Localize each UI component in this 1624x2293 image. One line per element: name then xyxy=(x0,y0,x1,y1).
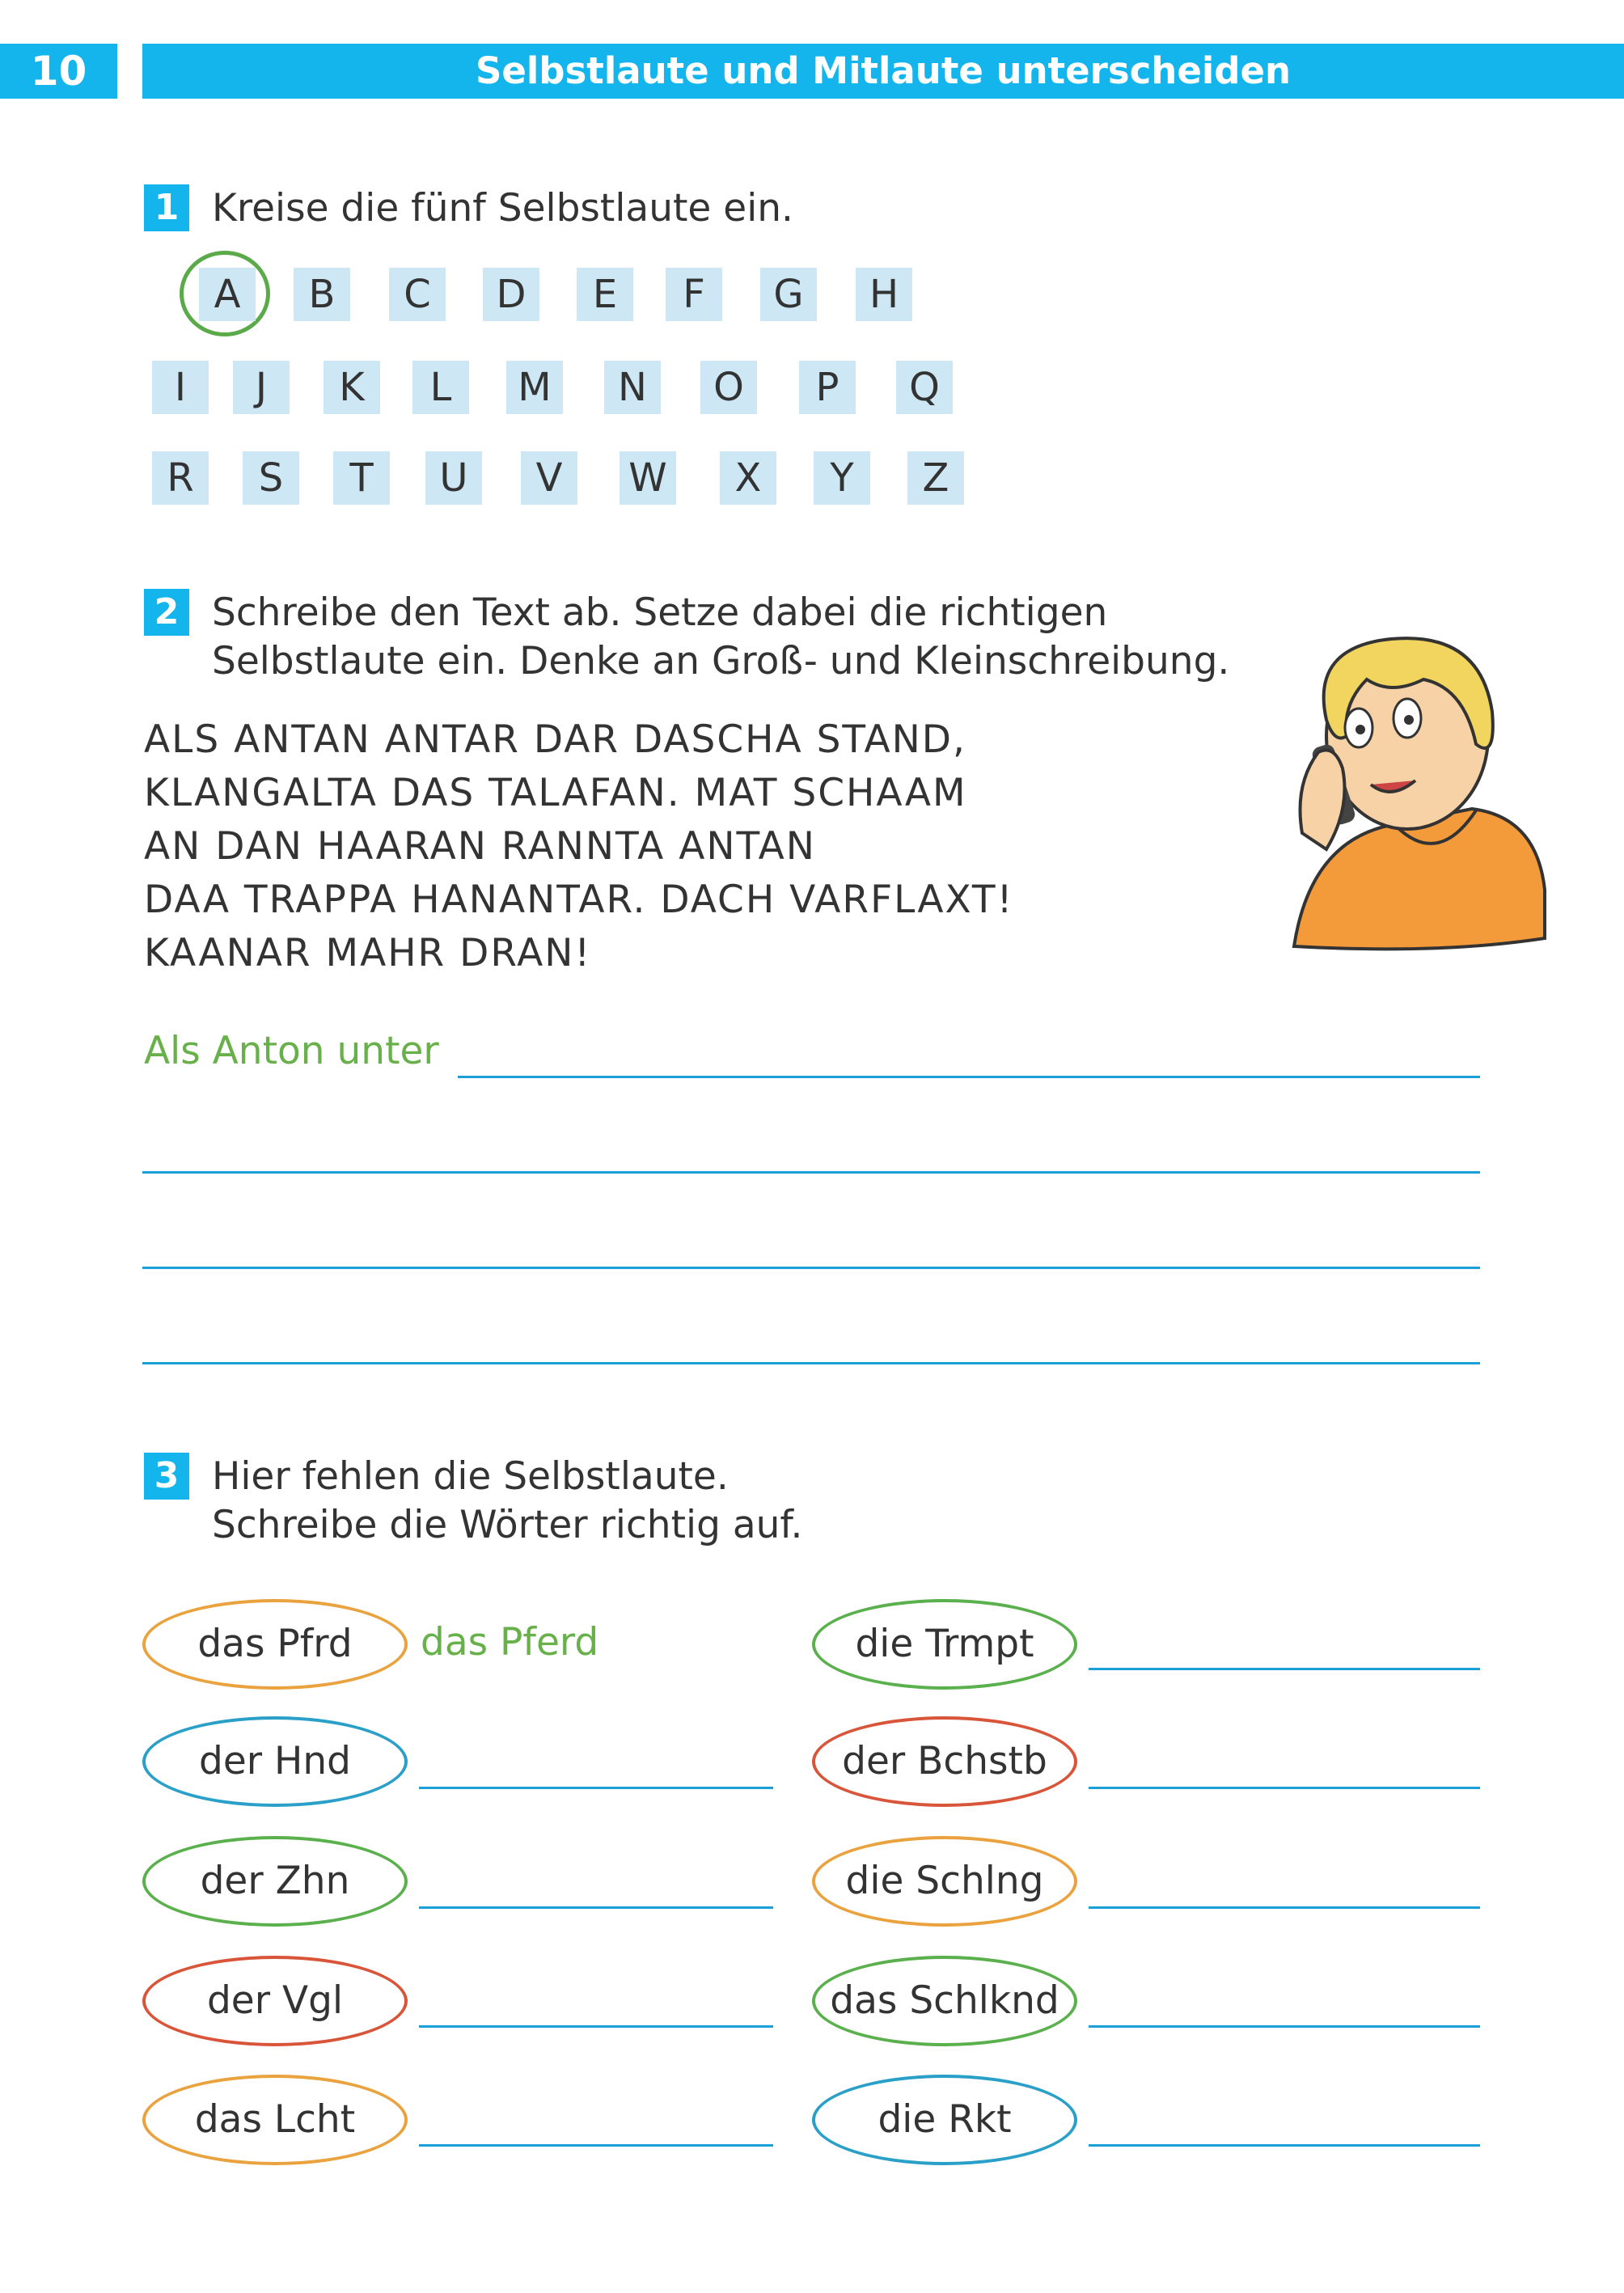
letter-tile[interactable]: J xyxy=(233,361,290,414)
answer-line[interactable] xyxy=(1089,1787,1480,1789)
task-2-instruction-line-1: Schreibe den Text ab. Setze dabei die richtigen xyxy=(212,590,1108,635)
letter-tile[interactable]: T xyxy=(333,451,390,505)
answer-line[interactable] xyxy=(419,1906,773,1909)
writing-line[interactable] xyxy=(458,1076,1480,1078)
task-3-number: 3 xyxy=(144,1453,189,1500)
letter-tile[interactable]: F xyxy=(666,268,722,321)
letter-tile[interactable]: G xyxy=(760,268,817,321)
letter-tile[interactable]: V xyxy=(521,451,577,505)
letter-tile[interactable]: W xyxy=(620,451,676,505)
word-oval: das Lcht xyxy=(142,2075,408,2165)
word-oval: das Schlknd xyxy=(812,1956,1077,2046)
letter-tile[interactable]: Y xyxy=(814,451,870,505)
word-oval: der Zhn xyxy=(142,1836,408,1927)
letter-tile[interactable]: P xyxy=(799,361,856,414)
example-answer: das Pferd xyxy=(421,1620,599,1665)
letter-tile[interactable]: I xyxy=(152,361,209,414)
letter-tile[interactable]: D xyxy=(483,268,539,321)
answer-line[interactable] xyxy=(419,2144,773,2147)
page-title: Selbstlaute und Mitlaute unterscheiden xyxy=(142,44,1624,99)
answer-line[interactable] xyxy=(419,1787,773,1789)
coded-text-line: ALS ANTAN ANTAR DAR DASCHA STAND, xyxy=(144,717,966,762)
page-number: 10 xyxy=(0,44,117,99)
task-2-instruction-line-2: Selbstlaute ein. Denke an Groß- und Kleinschreibung. xyxy=(212,639,1230,683)
task-3-instruction-line-2: Schreibe die Wörter richtig auf. xyxy=(212,1503,803,1547)
letter-tile[interactable]: N xyxy=(604,361,661,414)
letter-tile[interactable]: E xyxy=(577,268,633,321)
example-start-text: Als Anton unter xyxy=(144,1029,439,1073)
letter-tile[interactable]: S xyxy=(243,451,299,505)
letter-tile[interactable]: R xyxy=(152,451,209,505)
task-2-number: 2 xyxy=(144,589,189,636)
answer-line[interactable] xyxy=(1089,1906,1480,1909)
answer-line[interactable] xyxy=(419,2025,773,2028)
answer-line[interactable] xyxy=(1089,2025,1480,2028)
letter-tile[interactable]: B xyxy=(294,268,350,321)
coded-text-line: AN DAN HAARAN RANNTA ANTAN xyxy=(144,824,816,869)
letter-tile[interactable]: Q xyxy=(896,361,953,414)
letter-tile[interactable]: X xyxy=(720,451,776,505)
word-oval: die Schlng xyxy=(812,1836,1077,1927)
answer-line[interactable] xyxy=(1089,2144,1480,2147)
boy-on-phone-illustration xyxy=(1278,623,1553,962)
task-1-instruction: Kreise die fünf Selbstlaute ein. xyxy=(212,186,793,231)
letter-tile[interactable]: O xyxy=(700,361,757,414)
word-oval: der Hnd xyxy=(142,1716,408,1807)
letter-tile[interactable]: A xyxy=(199,268,256,321)
letter-tile[interactable]: Z xyxy=(907,451,964,505)
coded-text-line: KLANGALTA DAS TALAFAN. MAT SCHAAM xyxy=(144,771,967,815)
letter-tile[interactable]: U xyxy=(425,451,482,505)
writing-line[interactable] xyxy=(142,1362,1480,1364)
word-oval: die Trmpt xyxy=(812,1599,1077,1690)
task-1-number: 1 xyxy=(144,184,189,231)
letter-tile[interactable]: L xyxy=(412,361,469,414)
coded-text-line: DAA TRAPPA HANANTAR. DACH VARFLAXT! xyxy=(144,878,1014,922)
word-oval: der Vgl xyxy=(142,1956,408,2046)
word-oval: das Pfrd xyxy=(142,1599,408,1690)
word-oval: der Bchstb xyxy=(812,1716,1077,1807)
word-oval: die Rkt xyxy=(812,2075,1077,2165)
coded-text-line: KAANAR MAHR DRAN! xyxy=(144,931,592,975)
letter-tile[interactable]: M xyxy=(506,361,563,414)
letter-tile[interactable]: C xyxy=(389,268,446,321)
answer-line[interactable] xyxy=(1089,1668,1480,1670)
writing-line[interactable] xyxy=(142,1171,1480,1174)
letter-tile[interactable]: K xyxy=(324,361,380,414)
letter-tile[interactable]: H xyxy=(856,268,912,321)
task-3-instruction-line-1: Hier fehlen die Selbstlaute. xyxy=(212,1454,729,1499)
writing-line[interactable] xyxy=(142,1267,1480,1269)
